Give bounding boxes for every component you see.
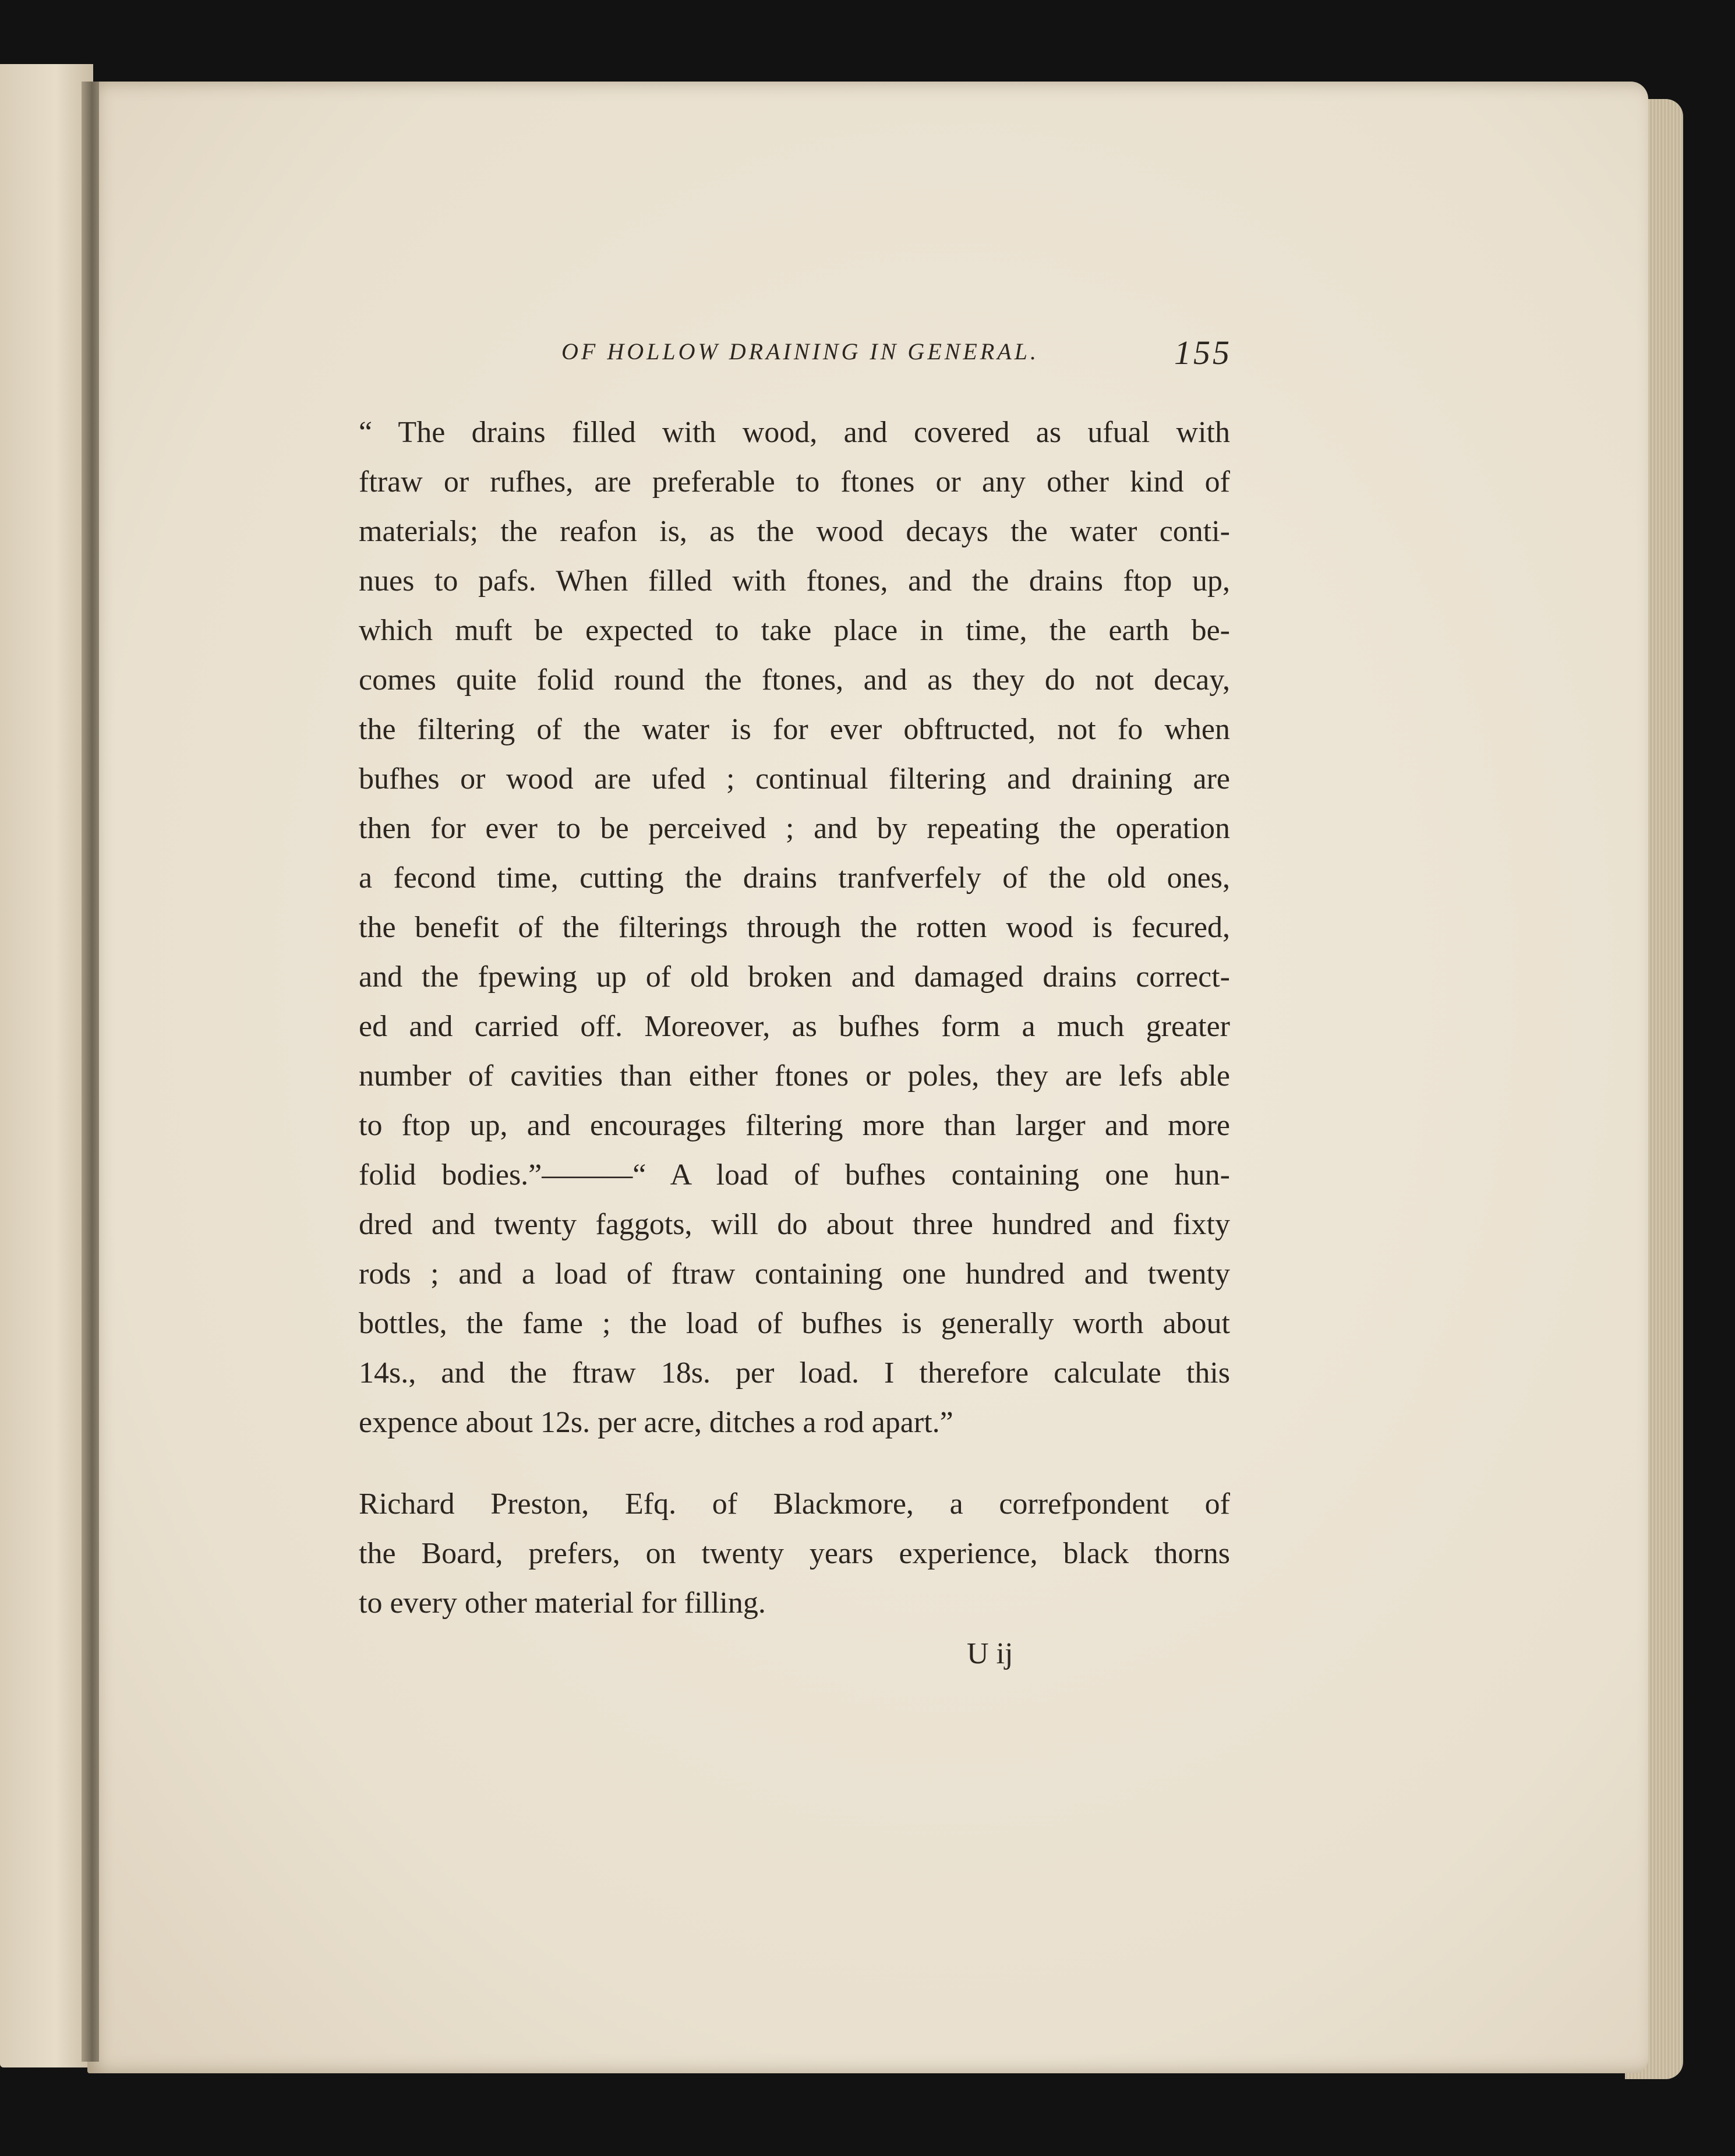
text-line: a fecond time, cutting the drains tranfverfely of the old ones, [359, 861, 1230, 895]
text-line: ftraw or rufhes, are preferable to ftones or any other kind of [359, 465, 1230, 499]
left-page-edge [0, 64, 93, 2067]
text-line: expence about 12s. per acre, ditches a rod apart.” [359, 1406, 953, 1439]
signature-mark: U ij [967, 1637, 1013, 1670]
text-line: ed and carried off. Moreover, as bufhes form a much greater [359, 1010, 1230, 1043]
text-line: which muft be expected to take place in time, the earth be- [359, 614, 1230, 647]
text-line: the Board, prefers, on twenty years experience, black thorns [359, 1537, 1230, 1570]
text-line: to every other material for filling. [359, 1586, 766, 1620]
book-gutter [82, 82, 99, 2062]
text-line: rods ; and a load of ftraw containing one hundred and twenty [359, 1257, 1230, 1291]
text-line: the filtering of the water is for ever obftructed, not fo when [359, 713, 1230, 746]
paragraph-1 [359, 408, 1230, 1447]
text-line: and the fpewing up of old broken and damaged drains correct- [359, 960, 1230, 994]
text-line: materials; the reafon is, as the wood decays the water conti- [359, 515, 1230, 548]
text-line: then for ever to be perceived ; and by repeating the operation [359, 812, 1230, 845]
text-line: bufhes or wood are ufed ; continual filtering and draining are [359, 762, 1230, 796]
text-line: Richard Preston, Efq. of Blackmore, a correfpondent of [359, 1487, 1230, 1521]
text-line: comes quite folid round the ftones, and as they do not decay, [359, 663, 1230, 697]
text-line: number of cavities than either ftones or poles, they are lefs able [359, 1059, 1230, 1093]
text-line: dred and twenty faggots, will do about three hundred and fixty [359, 1208, 1230, 1241]
text-line: the benefit of the filterings through the rotten wood is fecured, [359, 911, 1230, 944]
text-line: 14s., and the ftraw 18s. per load. I therefore calculate this [359, 1356, 1230, 1390]
running-header: OF HOLLOW DRAINING IN GENERAL. [561, 338, 1039, 365]
text-line: folid bodies.”———“ A load of bufhes containing one hun- [359, 1158, 1230, 1192]
text-line: to ftop up, and encourages filtering more than larger and more [359, 1109, 1230, 1142]
text-line: bottles, the fame ; the load of bufhes is generally worth about [359, 1307, 1230, 1340]
page-number: 155 [1174, 334, 1232, 372]
paragraph-2 [359, 1479, 1230, 1628]
text-line: nues to pafs. When filled with ftones, and the drains ftop up, [359, 564, 1230, 598]
text-line: “ The drains filled with wood, and covered as ufual with [359, 416, 1230, 449]
